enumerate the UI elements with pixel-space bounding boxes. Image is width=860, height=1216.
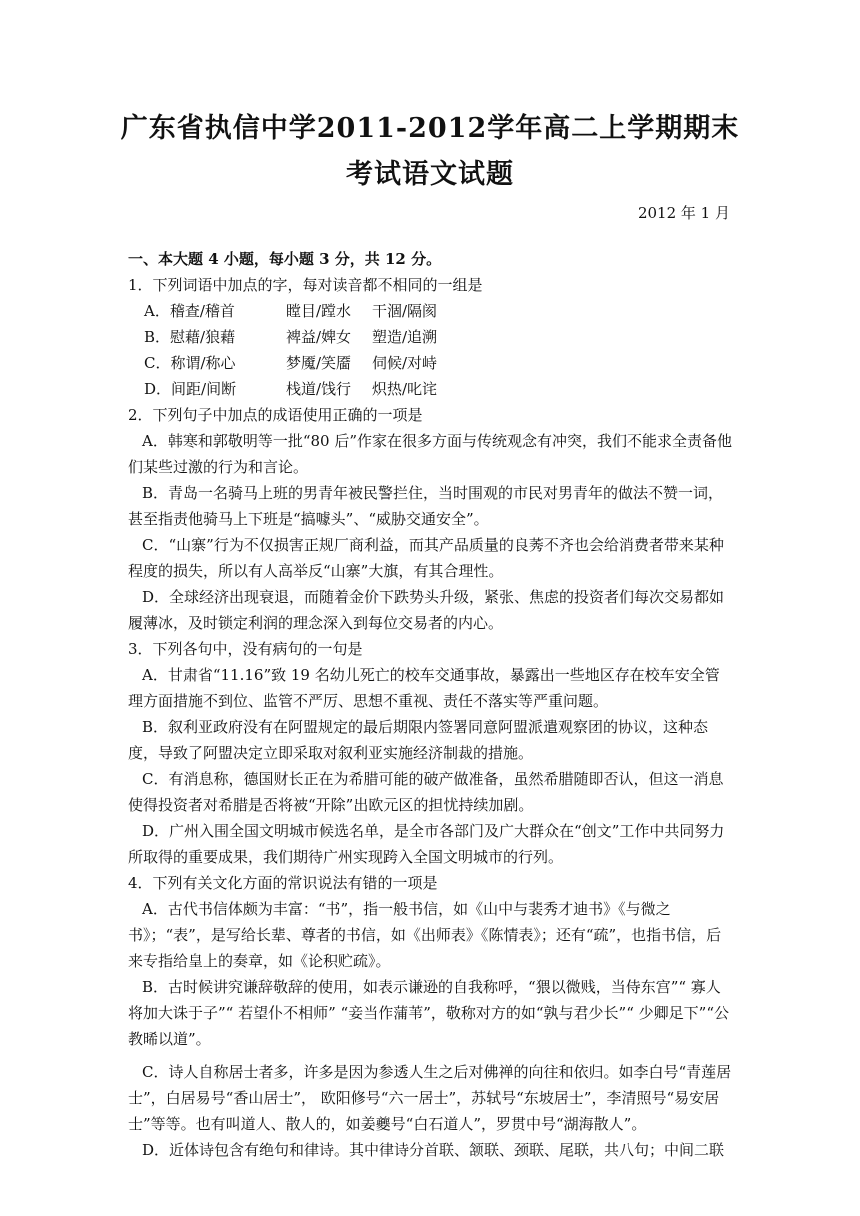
option-text: D．间距/间断	[144, 380, 237, 398]
question-1-option-a	[128, 298, 734, 324]
question-1-option-c	[128, 350, 734, 376]
option-text: 伺候/对峙	[372, 354, 438, 372]
question-3-option-d: D．广州入围全国文明城市候选名单，是全市各部门及广大群众在“创文”工作中共同努力所取得的重要成果，我们期待广州实现跨入全国文明城市的行列。	[128, 822, 725, 866]
exam-date: 2012 年 1 月	[637, 204, 730, 222]
question-3-option-c: C．有消息称，德国财长正在为希腊可能的破产做准备，虽然希腊随即否认，但这一消息使得投资者对希腊是否将被“开除”出欧元区的担忧持续加剧。	[128, 770, 724, 814]
option-text: 梦魇/笑靥	[286, 354, 352, 372]
question-4-stem: 4．下列有关文化方面的常识说法有错的一项是	[128, 874, 438, 892]
question-4-option-b: B．古时候讲究谦辞敬辞的使用，如表示谦逊的自我称呼，“猥以微贱，当侍东宫”“ 寡人将加大诛于子”“ 若望仆不相师” “妾当作蒲苇”，敬称对方的如“孰与君少长”“ 少卿足下”“公教晞以道”。	[128, 978, 729, 1048]
option-text: C．称谓/称心	[144, 354, 236, 372]
question-1-option-d	[128, 376, 734, 402]
question-1-stem: 1．下列词语中加点的字，每对读音都不相同的一组是	[128, 276, 483, 294]
question-4-option-a: A．古代书信体颇为丰富：“书”，指一般书信，如《山中与裴秀才迪书》《与微之书》；“表”，是写给长辈、尊者的书信，如《出师表》《陈情表》；还有“疏”，也指书信，后来专指给皇上的奏章，如《论积贮疏》。	[128, 900, 722, 970]
section-heading: 一、本大题 4 小题，每小题 3 分，共 12 分。	[128, 250, 442, 268]
page-title: 广东省执信中学2011-2012学年高二上学期期末考试语文试题	[120, 113, 740, 190]
option-text: 栈道/饯行	[286, 380, 352, 398]
option-text: 塑造/追溯	[372, 328, 438, 346]
option-text: 瞠目/蹚水	[286, 302, 352, 320]
question-2-option-c: C．“山寨”行为不仅损害正规厂商利益，而其产品质量的良莠不齐也会给消费者带来某种程度的损失，所以有人高举反“山寨”大旗，有其合理性。	[128, 536, 724, 580]
question-3-option-b: B．叙利亚政府没有在阿盟规定的最后期限内签署同意阿盟派遣观察团的协议，这种态度，导致了阿盟决定立即采取对叙利亚实施经济制裁的措施。	[128, 718, 709, 762]
document-body	[128, 246, 734, 1163]
question-2-option-d: D．全球经济出现衰退，而随着金价下跌势头升级，紧张、焦虑的投资者们每次交易都如履薄冰，及时锁定利润的理念深入到每位交易者的内心。	[128, 588, 725, 632]
question-3-stem: 3．下列各句中，没有病句的一句是	[128, 640, 363, 658]
question-1-option-b	[128, 324, 734, 350]
option-text: 干涸/隔阂	[372, 302, 438, 320]
question-4-option-c: C．诗人自称居士者多，许多是因为参透人生之后对佛禅的向往和依归。如李白号“青莲居士”，白居易号“香山居士”， 欧阳修号“六一居士”，苏轼号“东坡居士”，李清照号“易安居士”等等。也有叫道人、散人的，如姜夔号“白石道人”，罗贯中号“湖海散人”。	[128, 1063, 732, 1133]
question-4-option-d: D．近体诗包含有绝句和律诗。其中律诗分首联、颔联、颈联、尾联，共八句；中间二联	[142, 1141, 725, 1159]
option-text: 炽热/叱诧	[372, 380, 438, 398]
question-3-option-a: A．甘肃省“11.16”致 19 名幼儿死亡的校车交通事故，暴露出一些地区存在校车安全管理方面措施不到位、监管不严厉、思想不重视、责任不落实等严重问题。	[128, 666, 720, 710]
option-text: B．慰藉/狼藉	[144, 328, 236, 346]
question-2-option-a: A．韩寒和郭敬明等一批“80 后”作家在很多方面与传统观念有冲突，我们不能求全责备他们某些过激的行为和言论。	[128, 432, 733, 476]
question-2-option-b: B．青岛一名骑马上班的男青年被民警拦住，当时围观的市民对男青年的做法不赞一词，甚至指责他骑马上下班是“搞噱头”、“威胁交通安全”。	[128, 484, 724, 528]
question-2-stem: 2．下列句子中加点的成语使用正确的一项是	[128, 406, 423, 424]
option-text: 裨益/婢女	[286, 328, 352, 346]
option-text: A．稽查/稽首	[144, 302, 235, 320]
